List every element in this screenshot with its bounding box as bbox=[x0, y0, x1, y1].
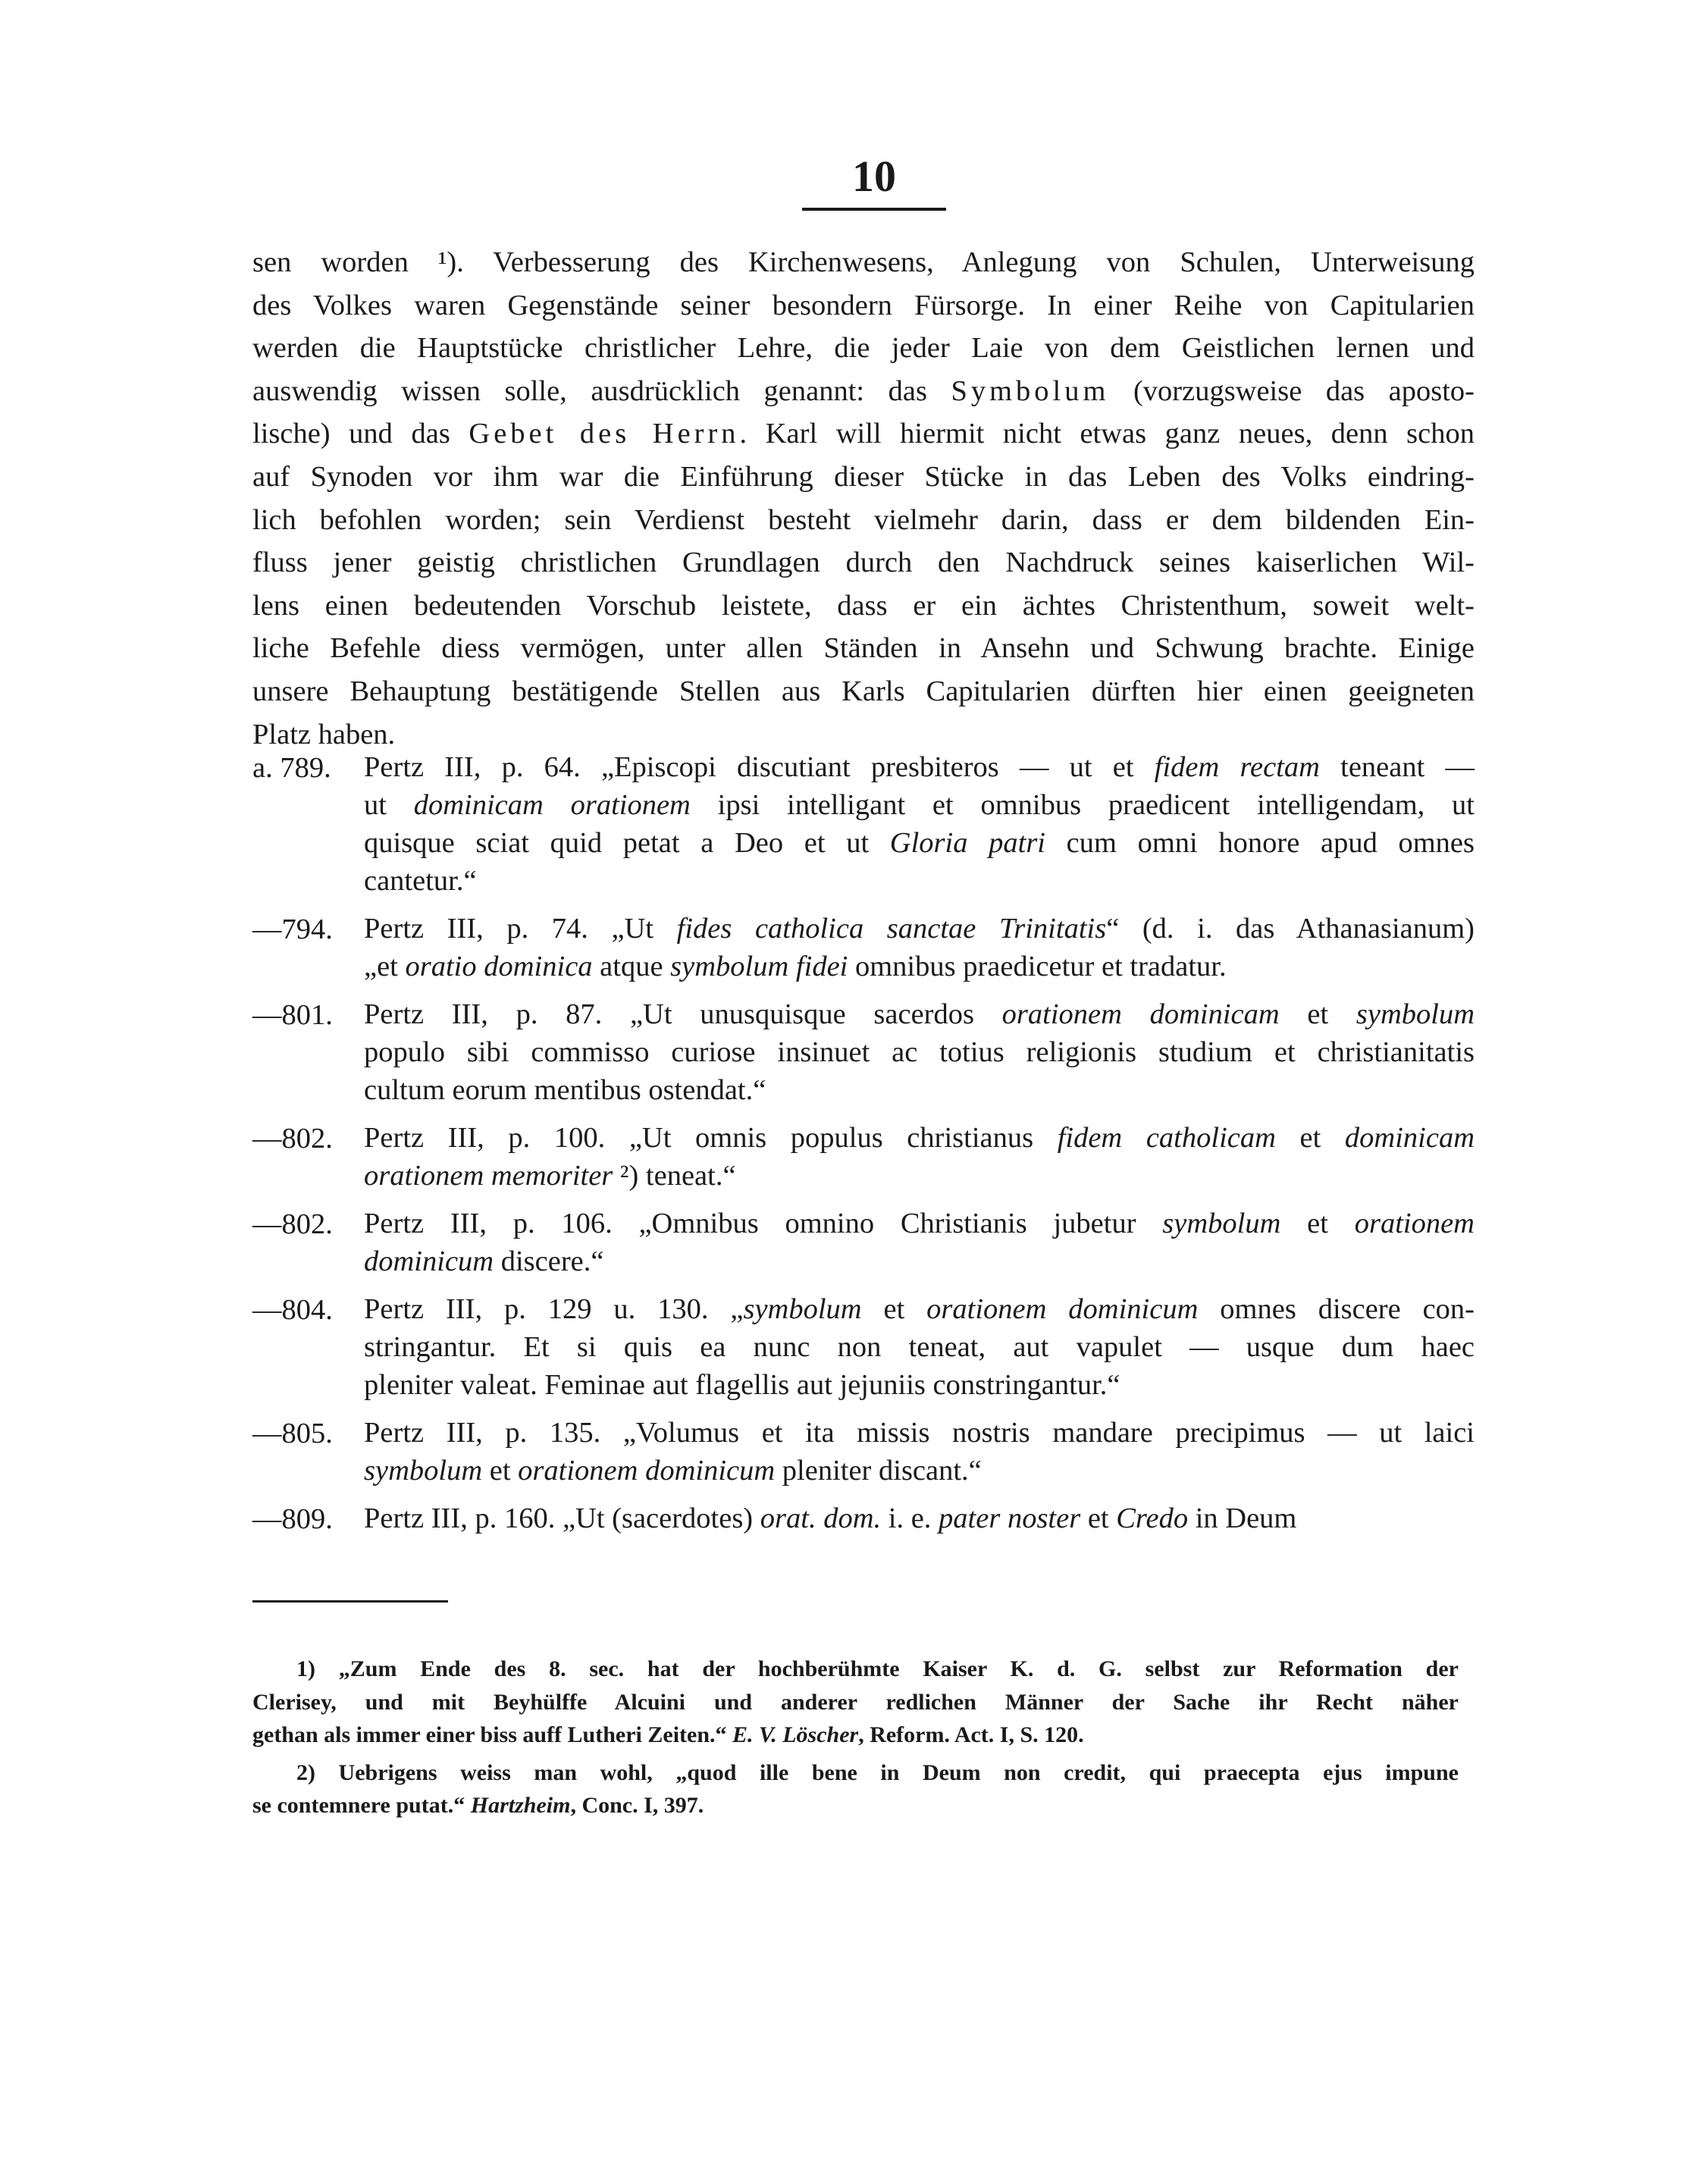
entry-year: —809. bbox=[252, 1503, 333, 1535]
entry-line bbox=[364, 948, 1475, 985]
italic-run: fides catholica sanctae Trinitatis bbox=[676, 913, 1107, 945]
paragraph-line bbox=[252, 370, 1475, 413]
footnote-line bbox=[252, 1756, 1459, 1790]
paragraph-line bbox=[252, 541, 1475, 584]
text-run: gethan als immer einer biss auff Lutheri Zeiten.“ bbox=[252, 1722, 733, 1747]
capitulary-entry bbox=[252, 1414, 1475, 1490]
capitulary-entry bbox=[252, 1290, 1475, 1404]
text-run: Platz haben. bbox=[252, 718, 396, 750]
text-run: teneant — bbox=[1319, 751, 1475, 783]
entry-line bbox=[364, 824, 1475, 862]
text-run: , Reform. Act. I, S. 120. bbox=[858, 1722, 1084, 1747]
text-run: pleniter discant.“ bbox=[775, 1455, 982, 1487]
footnote-line bbox=[252, 1719, 1459, 1752]
text-run: populo sibi commisso curiose insinuet ac totius religionis studium et christianitatis bbox=[364, 1036, 1475, 1068]
text-run: atque bbox=[592, 951, 671, 982]
capitulary-entry bbox=[252, 910, 1475, 985]
text-run: se contemnere putat.“ bbox=[252, 1793, 471, 1818]
entry-line bbox=[364, 1119, 1475, 1157]
spaced-emphasis: Symbolum bbox=[951, 374, 1110, 407]
text-run: Pertz III, p. 129 u. 130. „ bbox=[364, 1293, 744, 1325]
text-run: cultum eorum mentibus ostendat.“ bbox=[364, 1074, 766, 1106]
capitulary-entry bbox=[252, 748, 1475, 900]
entry-line bbox=[364, 1290, 1475, 1328]
text-run: (vorzugsweise das aposto- bbox=[1109, 374, 1475, 407]
text-run: ut bbox=[364, 789, 414, 821]
entry-line bbox=[364, 1205, 1475, 1242]
text-run: Pertz III, p. 74. „Ut bbox=[364, 913, 677, 945]
italic-run: symbolum bbox=[743, 1293, 862, 1325]
text-run: Pertz III, p. 160. „Ut (sacerdotes) bbox=[364, 1502, 760, 1534]
text-run: fluss jener geistig christlichen Grundlagen durch den Nachdruck seines kaiserlichen Wil- bbox=[252, 547, 1475, 579]
page-number: 10 bbox=[852, 152, 896, 201]
paragraph-line bbox=[252, 499, 1475, 542]
paragraph-line bbox=[252, 670, 1475, 713]
text-run: Pertz III, p. 106. „Omnibus omnino Christianis jubetur bbox=[364, 1208, 1163, 1239]
paragraph-line bbox=[252, 456, 1475, 499]
italic-run: fidem catholicam bbox=[1057, 1122, 1276, 1154]
entry-line bbox=[364, 748, 1475, 786]
text-run: 2) Uebrigens weiss man wohl, „quod ille bene in Deum non credit, qui praecepta ejus impune bbox=[296, 1759, 1459, 1785]
italic-run: symbolum bbox=[364, 1455, 483, 1487]
italic-run: E. V. Löscher bbox=[732, 1722, 859, 1747]
paragraph-line bbox=[252, 241, 1475, 284]
text-run: unsere Behauptung bestätigende Stellen aus Karls Capitularien dürften hier einen geeigneten bbox=[252, 675, 1475, 707]
text-run: auf Synoden vor ihm war die Einführung dieser Stücke in das Leben des Volks eindring- bbox=[252, 460, 1475, 493]
text-run: 1) „Zum Ende des 8. sec. hat der hochberühmte Kaiser K. d. G. selbst zur Reformation der bbox=[296, 1656, 1459, 1681]
text-run: Pertz III, p. 135. „Volumus et ita missis nostris mandare precipimus — ut laici bbox=[364, 1417, 1475, 1449]
text-run: et bbox=[861, 1293, 927, 1325]
entry-line bbox=[364, 1499, 1475, 1537]
text-run: werden die Hauptstücke christlicher Lehre, die jeder Laie von dem Geistlichen lernen und bbox=[252, 332, 1475, 365]
italic-run: orationem bbox=[1354, 1208, 1475, 1239]
entry-year: a. 789. bbox=[252, 752, 331, 784]
entry-year: —804. bbox=[252, 1294, 333, 1326]
text-run: ipsi intelligant et omnibus praedicent intelligendam, ut bbox=[690, 789, 1475, 821]
entry-line bbox=[364, 995, 1475, 1033]
capitulary-entry bbox=[252, 1205, 1475, 1280]
italic-run: oratio dominica bbox=[405, 951, 593, 982]
spaced-emphasis: Gebet des Herrn bbox=[469, 418, 740, 450]
italic-run: orationem dominicum bbox=[926, 1293, 1199, 1325]
italic-run: Gloria patri bbox=[889, 827, 1046, 859]
text-run: discere.“ bbox=[494, 1245, 604, 1277]
footnote-rule bbox=[252, 1600, 448, 1603]
italic-run: symbolum bbox=[1162, 1208, 1281, 1239]
italic-run: orationem dominicum bbox=[518, 1455, 776, 1487]
text-run: omnibus praedicetur et tradatur. bbox=[848, 951, 1227, 982]
text-run: et bbox=[1280, 1208, 1355, 1239]
italic-run: symbolum bbox=[1355, 998, 1475, 1030]
entry-year: —805. bbox=[252, 1418, 333, 1449]
entry-line bbox=[364, 1366, 1475, 1404]
text-run: pleniter valeat. Feminae aut flagellis aut jejuniis constringantur.“ bbox=[364, 1369, 1120, 1401]
text-run: , Conc. I, 397. bbox=[570, 1793, 704, 1818]
text-run: sen worden ¹). Verbesserung des Kirchenwesens, Anlegung von Schulen, Unterweisung bbox=[252, 246, 1475, 278]
entry-text bbox=[364, 1119, 1475, 1195]
text-run: lische) und das bbox=[252, 418, 469, 450]
capitulary-entry bbox=[252, 1119, 1475, 1195]
capitulary-entry bbox=[252, 1499, 1475, 1537]
text-run: Pertz III, p. 87. „Ut unusquisque sacerdos bbox=[364, 998, 1002, 1030]
text-run: Clerisey, und mit Beyhülffe Alcuini und anderer redlichen Männer der Sache ihr Recht näher bbox=[252, 1689, 1459, 1715]
text-run: et bbox=[482, 1455, 519, 1487]
entry-text bbox=[364, 1499, 1475, 1537]
entry-year: —802. bbox=[252, 1123, 333, 1155]
italic-run: fidem rectam bbox=[1154, 751, 1320, 783]
paragraph-line bbox=[252, 584, 1475, 628]
capitulary-entry bbox=[252, 995, 1475, 1109]
entry-line bbox=[364, 1033, 1475, 1071]
italic-run: orationem memoriter bbox=[364, 1160, 613, 1192]
paragraph-line bbox=[252, 412, 1475, 456]
italic-run: pater noster bbox=[939, 1502, 1081, 1534]
text-run: lens einen bedeutenden Vorschub leistete, dass er ein ächtes Christenthum, soweit welt- bbox=[252, 589, 1475, 622]
text-run: “ (d. i. das Athanasianum) bbox=[1106, 913, 1475, 945]
text-run: i. e. bbox=[881, 1502, 939, 1534]
page-number-rule bbox=[802, 208, 946, 211]
text-run: Pertz III, p. 100. „Ut omnis populus christianus bbox=[364, 1122, 1058, 1154]
entry-year: —802. bbox=[252, 1208, 333, 1240]
text-run: in Deum bbox=[1188, 1502, 1297, 1534]
entry-line bbox=[364, 1414, 1475, 1452]
italic-run: symbolum fidei bbox=[670, 951, 848, 982]
italic-run: orationem dominicam bbox=[1001, 998, 1280, 1030]
body-paragraph bbox=[252, 241, 1475, 756]
entry-line bbox=[364, 1452, 1475, 1490]
text-run: . Karl will hiermit nicht etwas ganz neues, denn schon bbox=[739, 418, 1475, 450]
italic-run: dominicum bbox=[364, 1245, 494, 1277]
text-run: stringantur. Et si quis ea nunc non teneat, aut vapulet — usque dum haec bbox=[364, 1331, 1475, 1363]
capitulary-entries bbox=[252, 748, 1475, 1547]
text-run: lich befohlen worden; sein Verdienst besteht vielmehr darin, dass er dem bildenden Ein- bbox=[252, 503, 1475, 536]
text-run: auswendig wissen solle, ausdrücklich genannt: das bbox=[252, 374, 951, 407]
entry-line bbox=[364, 1071, 1475, 1109]
footnote-line bbox=[252, 1686, 1459, 1719]
italic-run: dominicam orationem bbox=[413, 789, 691, 821]
entry-text bbox=[364, 1205, 1475, 1280]
text-run: ²) teneat.“ bbox=[613, 1160, 736, 1192]
footnote-line bbox=[252, 1789, 1459, 1822]
entry-line bbox=[364, 910, 1475, 948]
text-run: liche Befehle diess vermögen, unter allen Ständen in Ansehn und Schwung brachte. Einige bbox=[252, 632, 1475, 665]
entry-text bbox=[364, 995, 1475, 1109]
paragraph-line bbox=[252, 627, 1475, 670]
text-run: et bbox=[1080, 1502, 1117, 1534]
text-run: Pertz III, p. 64. „Episcopi discutiant presbiteros — ut et bbox=[364, 751, 1155, 783]
entry-year: —794. bbox=[252, 913, 333, 945]
footnotes bbox=[252, 1653, 1459, 1822]
text-run: cum omni honore apud omnes bbox=[1045, 827, 1475, 859]
text-run: des Volkes waren Gegenstände seiner besondern Fürsorge. In einer Reihe von Capitularien bbox=[252, 289, 1475, 321]
paragraph-line bbox=[252, 327, 1475, 370]
entry-line bbox=[364, 862, 1475, 900]
entry-text bbox=[364, 748, 1475, 900]
text-run: omnes discere con- bbox=[1198, 1293, 1475, 1325]
paragraph-line bbox=[252, 284, 1475, 327]
italic-run: Hartzheim bbox=[470, 1793, 571, 1818]
entry-line bbox=[364, 1328, 1475, 1366]
entry-line bbox=[364, 1157, 1475, 1195]
entry-text bbox=[364, 910, 1475, 985]
entry-text bbox=[364, 1290, 1475, 1404]
entry-line bbox=[364, 786, 1475, 824]
italic-run: orat. dom. bbox=[760, 1502, 882, 1534]
entry-year: —801. bbox=[252, 999, 333, 1031]
text-run: quisque sciat quid petat a Deo et ut bbox=[364, 827, 890, 859]
text-run: cantetur.“ bbox=[364, 865, 477, 897]
text-run: „et bbox=[364, 951, 406, 982]
text-run: et bbox=[1275, 1122, 1345, 1154]
text-run: et bbox=[1279, 998, 1356, 1030]
italic-run: Credo bbox=[1116, 1502, 1189, 1534]
footnote-line bbox=[252, 1653, 1459, 1686]
italic-run: dominicam bbox=[1344, 1122, 1475, 1154]
entry-text bbox=[364, 1414, 1475, 1490]
entry-line bbox=[364, 1242, 1475, 1280]
